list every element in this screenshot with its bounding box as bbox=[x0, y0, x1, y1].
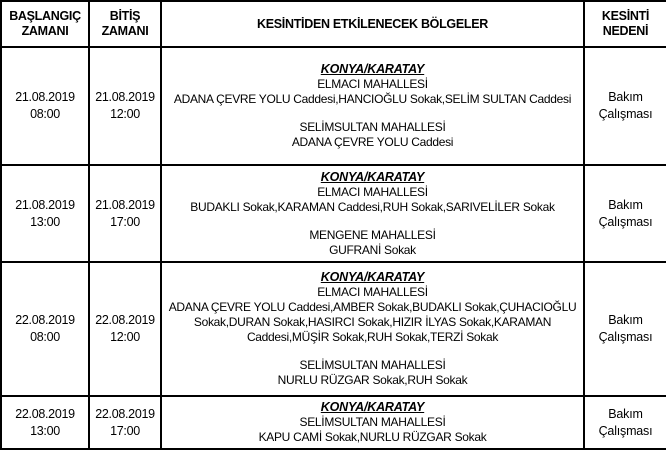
end-date: 21.08.2019 bbox=[95, 197, 155, 212]
start-date: 21.08.2019 bbox=[15, 197, 75, 212]
neighborhood-label: ELMACI MAHALLESİ bbox=[317, 285, 428, 299]
streets-list: ADANA ÇEVRE YOLU Caddesi,AMBER Sokak,BUDAKLI Sokak,ÇUHACIOĞLU Sokak,DURAN Sokak,HASIRCI Sokak,HIZIR İLYAS Sokak,KARAMAN Caddesi,MÜŞİR Sokak,RUH Sokak,TERZİ Sokak bbox=[168, 300, 577, 344]
regions-cell bbox=[161, 165, 584, 262]
end-time-cell bbox=[89, 262, 161, 396]
table-row bbox=[1, 47, 666, 165]
header-affected-regions: KESİNTİDEN ETKİLENECEK BÖLGELER bbox=[161, 1, 584, 47]
neighborhood-label: MENGENE MAHALLESİ bbox=[309, 227, 436, 242]
district-label: KONYA/KARATAY bbox=[320, 270, 425, 284]
reason-cell: Bakım Çalışması bbox=[584, 165, 666, 262]
streets-list: NURLU RÜZGAR Sokak,RUH Sokak bbox=[277, 373, 468, 387]
end-time-cell bbox=[89, 396, 161, 449]
start-date: 21.08.2019 bbox=[15, 90, 75, 104]
table-row bbox=[1, 396, 666, 449]
region-block bbox=[164, 415, 581, 445]
start-time-cell bbox=[1, 262, 89, 396]
end-time: 17:00 bbox=[110, 423, 140, 438]
start-time: 13:00 bbox=[30, 214, 60, 229]
start-date: 22.08.2019 bbox=[15, 406, 75, 421]
table-row bbox=[1, 165, 666, 262]
neighborhood-label: ELMACI MAHALLESİ bbox=[317, 77, 428, 91]
region-block bbox=[164, 77, 581, 107]
district-label: KONYA/KARATAY bbox=[320, 169, 425, 184]
reason-cell: Bakım Çalışması bbox=[584, 47, 666, 165]
header-end-time: BİTİŞ ZAMANI bbox=[89, 1, 161, 47]
neighborhood-label: SELİMSULTAN MAHALLESİ bbox=[299, 415, 446, 429]
end-date: 22.08.2019 bbox=[95, 406, 155, 421]
regions-cell bbox=[161, 262, 584, 396]
region-block bbox=[164, 185, 581, 215]
neighborhood-label: ELMACI MAHALLESİ bbox=[317, 184, 428, 199]
region-block bbox=[164, 120, 581, 150]
region-block bbox=[164, 358, 581, 388]
table-row bbox=[1, 262, 666, 396]
start-time: 08:00 bbox=[30, 330, 60, 344]
start-time: 08:00 bbox=[30, 107, 60, 121]
streets-list: KAPU CAMİ Sokak,NURLU RÜZGAR Sokak bbox=[258, 430, 487, 444]
header-row bbox=[1, 1, 666, 47]
streets-list: GUFRANİ Sokak bbox=[329, 242, 416, 257]
end-time-cell bbox=[89, 47, 161, 165]
end-time: 12:00 bbox=[110, 330, 140, 344]
district-label: KONYA/KARATAY bbox=[320, 62, 425, 76]
streets-list: ADANA ÇEVRE YOLU Caddesi,HANCIOĞLU Sokak,SELİM SULTAN Caddesi bbox=[173, 92, 572, 106]
reason-cell: Bakım Çalışması bbox=[584, 262, 666, 396]
reason-cell: Bakım Çalışması bbox=[584, 396, 666, 449]
region-block bbox=[164, 228, 581, 258]
regions-cell bbox=[161, 396, 584, 449]
start-time-cell bbox=[1, 47, 89, 165]
regions-cell bbox=[161, 47, 584, 165]
start-time-cell bbox=[1, 396, 89, 449]
header-outage-reason: KESİNTİ NEDENİ bbox=[584, 1, 666, 47]
district-label: KONYA/KARATAY bbox=[320, 400, 425, 414]
start-date: 22.08.2019 bbox=[15, 313, 75, 327]
neighborhood-label: SELİMSULTAN MAHALLESİ bbox=[299, 358, 446, 372]
neighborhood-label: SELİMSULTAN MAHALLESİ bbox=[299, 120, 446, 134]
start-time-cell bbox=[1, 165, 89, 262]
start-time: 13:00 bbox=[30, 423, 60, 438]
header-start-time: BAŞLANGIÇ ZAMANI bbox=[1, 1, 89, 47]
end-date: 21.08.2019 bbox=[95, 90, 155, 104]
end-time: 12:00 bbox=[110, 107, 140, 121]
end-date: 22.08.2019 bbox=[95, 313, 155, 327]
streets-list: BUDAKLI Sokak,KARAMAN Caddesi,RUH Sokak,SARIVELİLER Sokak bbox=[190, 199, 555, 214]
region-block bbox=[164, 285, 581, 345]
end-time: 17:00 bbox=[110, 214, 140, 229]
streets-list: ADANA ÇEVRE YOLU Caddesi bbox=[291, 135, 454, 149]
end-time-cell bbox=[89, 165, 161, 262]
